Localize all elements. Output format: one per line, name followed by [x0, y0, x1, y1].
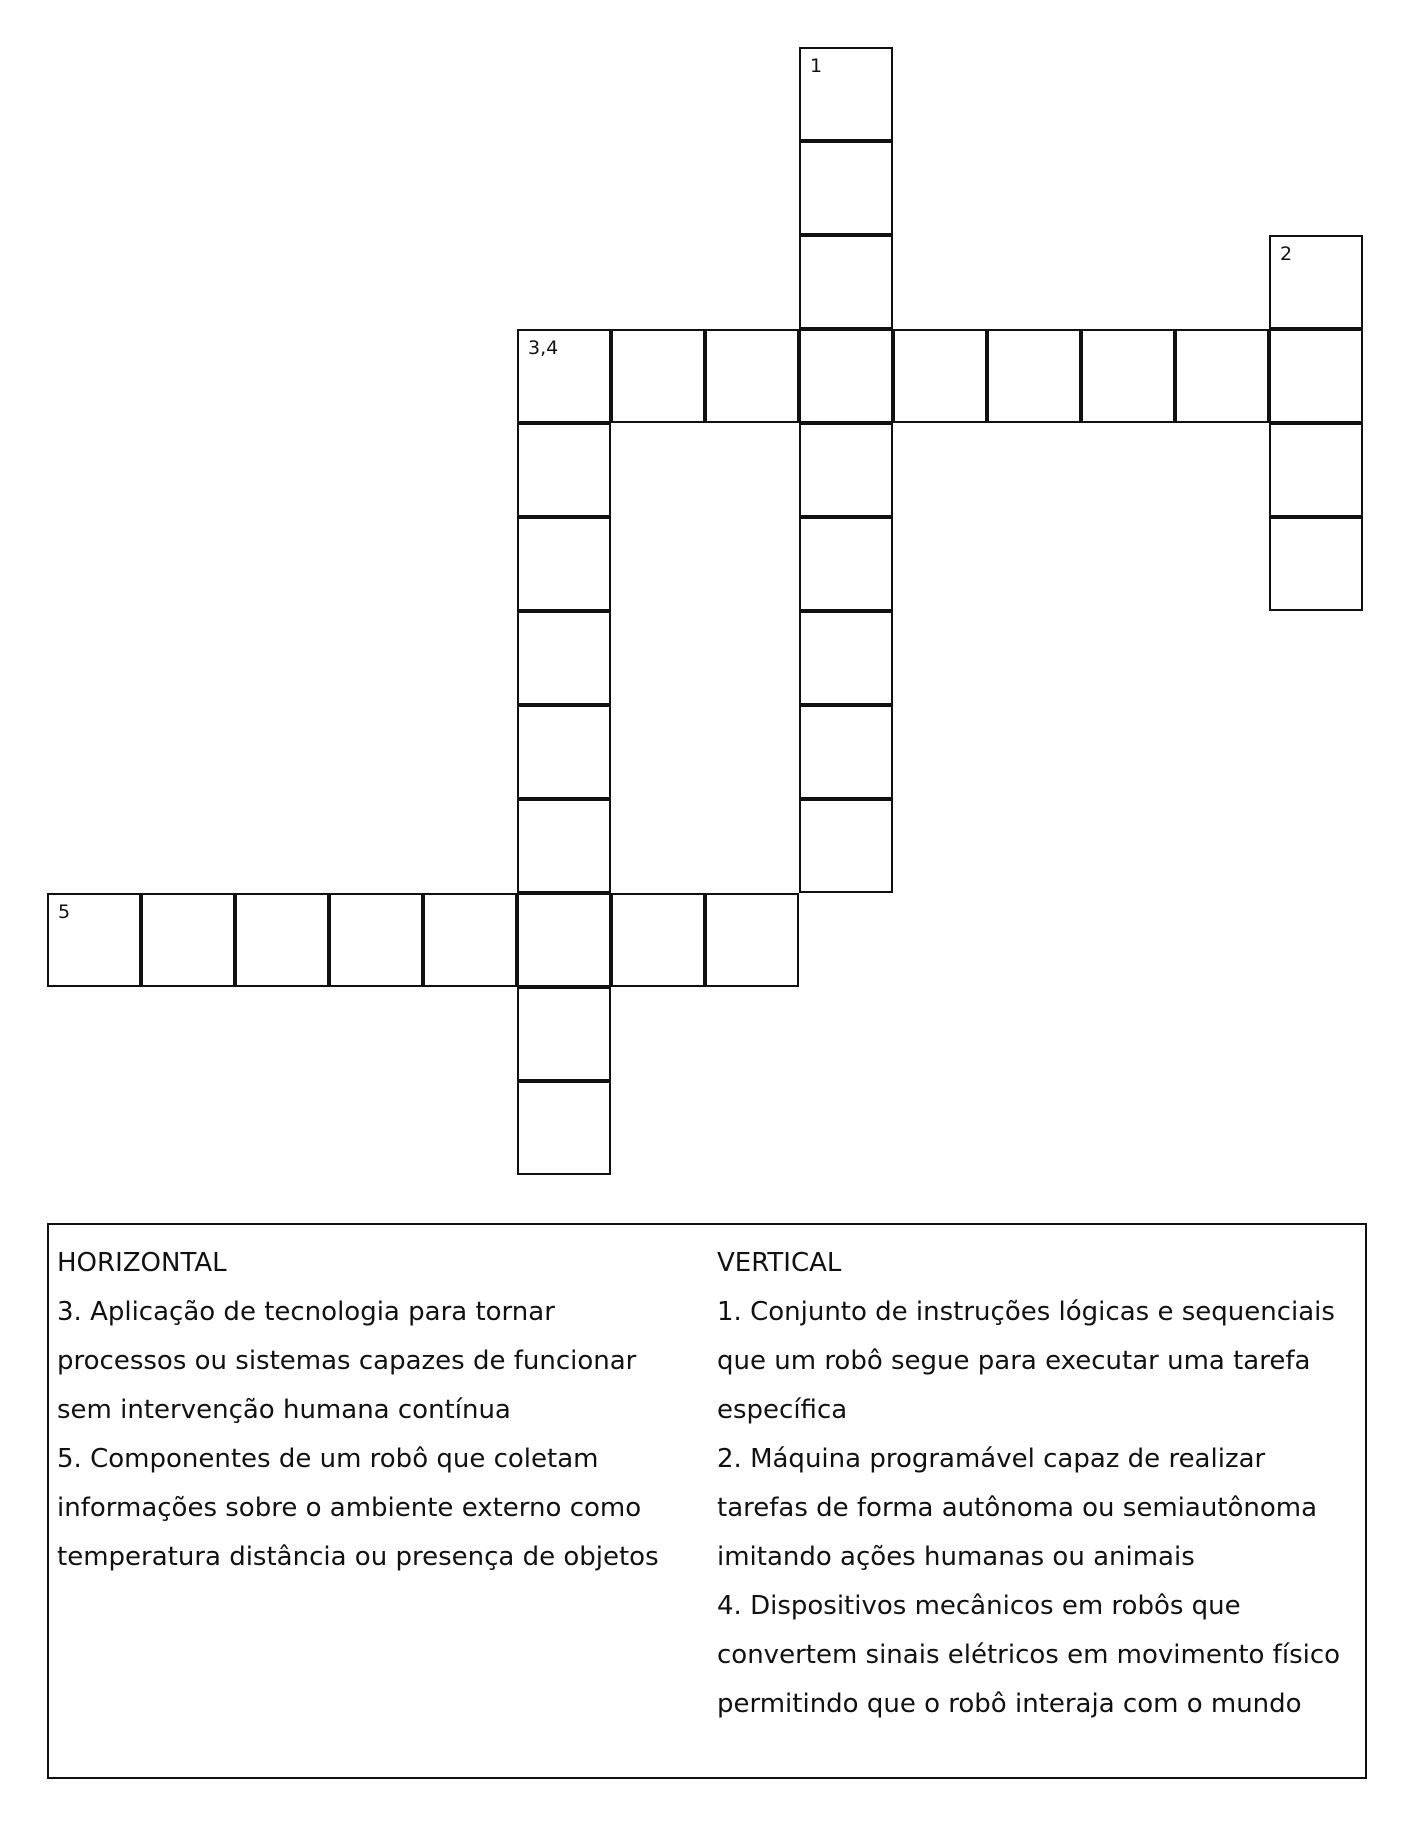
- crossword-cell[interactable]: [47, 893, 141, 987]
- crossword-cell[interactable]: [141, 893, 235, 987]
- clues-box: [47, 1223, 1367, 1779]
- vertical-clue-line: 4. Dispositivos mecânicos em robôs que: [717, 1591, 1241, 1621]
- crossword-cell[interactable]: [799, 705, 893, 799]
- crossword-cell[interactable]: [517, 705, 611, 799]
- crossword-cell[interactable]: [1269, 517, 1363, 611]
- crossword-cell[interactable]: [517, 799, 611, 893]
- horizontal-clue-line: temperatura distância ou presença de objetos: [57, 1542, 659, 1572]
- crossword-cell[interactable]: [799, 611, 893, 705]
- crossword-cell[interactable]: [517, 329, 611, 423]
- crossword-cell[interactable]: [799, 799, 893, 893]
- crossword-cell[interactable]: [799, 235, 893, 329]
- horizontal-clue-line: informações sobre o ambiente externo como: [57, 1493, 642, 1523]
- crossword-cell[interactable]: [893, 329, 987, 423]
- crossword-cell[interactable]: [799, 517, 893, 611]
- crossword-cell[interactable]: [799, 329, 893, 423]
- horizontal-heading: HORIZONTAL: [57, 1248, 227, 1278]
- crossword-cell[interactable]: [517, 893, 611, 987]
- crossword-cell[interactable]: [1175, 329, 1269, 423]
- vertical-clue-line: 2. Máquina programável capaz de realizar: [717, 1444, 1266, 1474]
- vertical-clue-line: permitindo que o robô interaja com o mundo: [717, 1689, 1302, 1719]
- crossword-cell[interactable]: [799, 423, 893, 517]
- crossword-cell[interactable]: [423, 893, 517, 987]
- vertical-clue-line: 1. Conjunto de instruções lógicas e sequenciais: [717, 1297, 1335, 1327]
- vertical-heading: VERTICAL: [717, 1248, 842, 1278]
- horizontal-clue-line: 3. Aplicação de tecnologia para tornar: [57, 1297, 555, 1327]
- vertical-clue-line: específica: [717, 1395, 848, 1425]
- crossword-cell[interactable]: [611, 329, 705, 423]
- horizontal-clue-line: 5. Componentes de um robô que coletam: [57, 1444, 599, 1474]
- crossword-cell[interactable]: [987, 329, 1081, 423]
- clue-number: 1: [810, 55, 823, 77]
- clue-number: 2: [1280, 243, 1293, 265]
- crossword-cell[interactable]: [517, 517, 611, 611]
- crossword-cell[interactable]: [517, 423, 611, 517]
- vertical-clue-line: imitando ações humanas ou animais: [717, 1542, 1195, 1572]
- horizontal-clue-line: processos ou sistemas capazes de funcionar: [57, 1346, 637, 1376]
- crossword-cell[interactable]: [705, 329, 799, 423]
- crossword-cell[interactable]: [235, 893, 329, 987]
- crossword-cell[interactable]: [517, 987, 611, 1081]
- clue-number: 5: [58, 901, 71, 923]
- crossword-cell[interactable]: [705, 893, 799, 987]
- clue-number: 3,4: [528, 337, 559, 359]
- horizontal-clues: [57, 1239, 707, 1582]
- vertical-clue-line: que um robô segue para executar uma tarefa: [717, 1346, 1311, 1376]
- crossword-cell[interactable]: [517, 1081, 611, 1175]
- crossword-cell[interactable]: [1081, 329, 1175, 423]
- vertical-clue-line: tarefas de forma autônoma ou semiautônoma: [717, 1493, 1318, 1523]
- crossword-cell[interactable]: [611, 893, 705, 987]
- crossword-cell[interactable]: [517, 611, 611, 705]
- crossword-cell[interactable]: [329, 893, 423, 987]
- crossword-cell[interactable]: [799, 141, 893, 235]
- vertical-clue-line: convertem sinais elétricos em movimento físico: [717, 1640, 1341, 1670]
- crossword-cell[interactable]: [1269, 235, 1363, 329]
- crossword-cell[interactable]: [1269, 423, 1363, 517]
- crossword-cell[interactable]: [799, 47, 893, 141]
- crossword-cell[interactable]: [1269, 329, 1363, 423]
- horizontal-clue-line: sem intervenção humana contínua: [57, 1395, 511, 1425]
- vertical-clues: [717, 1239, 1357, 1729]
